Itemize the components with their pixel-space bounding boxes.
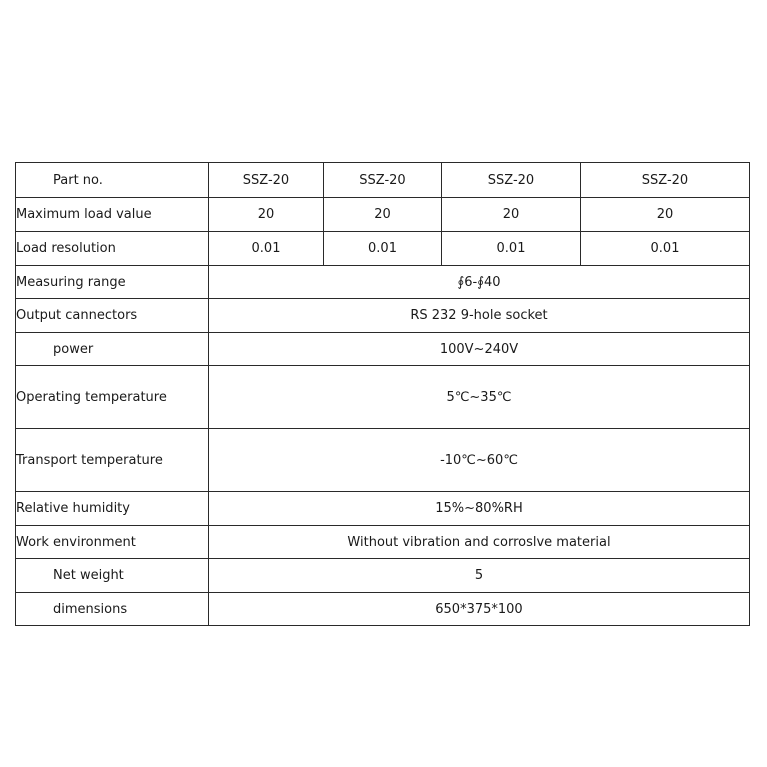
table-row-part-no: [16, 163, 750, 198]
table-cell: 5: [209, 559, 750, 593]
table-row-work-environment: [16, 526, 750, 559]
table-cell: 0.01: [324, 232, 442, 266]
row-label: Work environment: [16, 526, 209, 559]
table-cell: 0.01: [581, 232, 750, 266]
table-cell: SSZ-20: [324, 163, 442, 198]
table-row-dimensions: [16, 593, 750, 626]
table-cell: SSZ-20: [442, 163, 581, 198]
table-row-max-load: [16, 198, 750, 232]
table-cell: 20: [209, 198, 324, 232]
table-row-power: [16, 333, 750, 366]
table-cell: 15%~80%RH: [209, 492, 750, 526]
table-cell: 5℃~35℃: [209, 366, 750, 429]
row-label: Transport temperature: [16, 429, 209, 492]
table-cell: -10℃~60℃: [209, 429, 750, 492]
row-label: dimensions: [16, 593, 209, 626]
row-label: Maximum load value: [16, 198, 209, 232]
table-cell: 100V~240V: [209, 333, 750, 366]
row-label: power: [16, 333, 209, 366]
table-cell: 0.01: [442, 232, 581, 266]
row-label: Part no.: [16, 163, 209, 198]
table-row-measuring-range: [16, 266, 750, 299]
table-cell: Without vibration and corroslve material: [209, 526, 750, 559]
table-cell: 20: [581, 198, 750, 232]
row-label: Net weight: [16, 559, 209, 593]
table-row-operating-temperature: [16, 366, 750, 429]
table-cell: 0.01: [209, 232, 324, 266]
table-cell: 20: [324, 198, 442, 232]
row-label: Operating temperature: [16, 366, 209, 429]
table-cell: SSZ-20: [209, 163, 324, 198]
row-label: Output cannectors: [16, 299, 209, 333]
table-cell: RS 232 9-hole socket: [209, 299, 750, 333]
table-row-transport-temperature: [16, 429, 750, 492]
table-cell: 650*375*100: [209, 593, 750, 626]
table-cell: SSZ-20: [581, 163, 750, 198]
row-label: Relative humidity: [16, 492, 209, 526]
table-cell: ∮6-∮40: [209, 266, 750, 299]
row-label: Measuring range: [16, 266, 209, 299]
table-row-relative-humidity: [16, 492, 750, 526]
table-row-net-weight: [16, 559, 750, 593]
spec-table: [15, 162, 750, 626]
table-row-output-connectors: [16, 299, 750, 333]
table-row-load-resolution: [16, 232, 750, 266]
table-cell: 20: [442, 198, 581, 232]
row-label: Load resolution: [16, 232, 209, 266]
